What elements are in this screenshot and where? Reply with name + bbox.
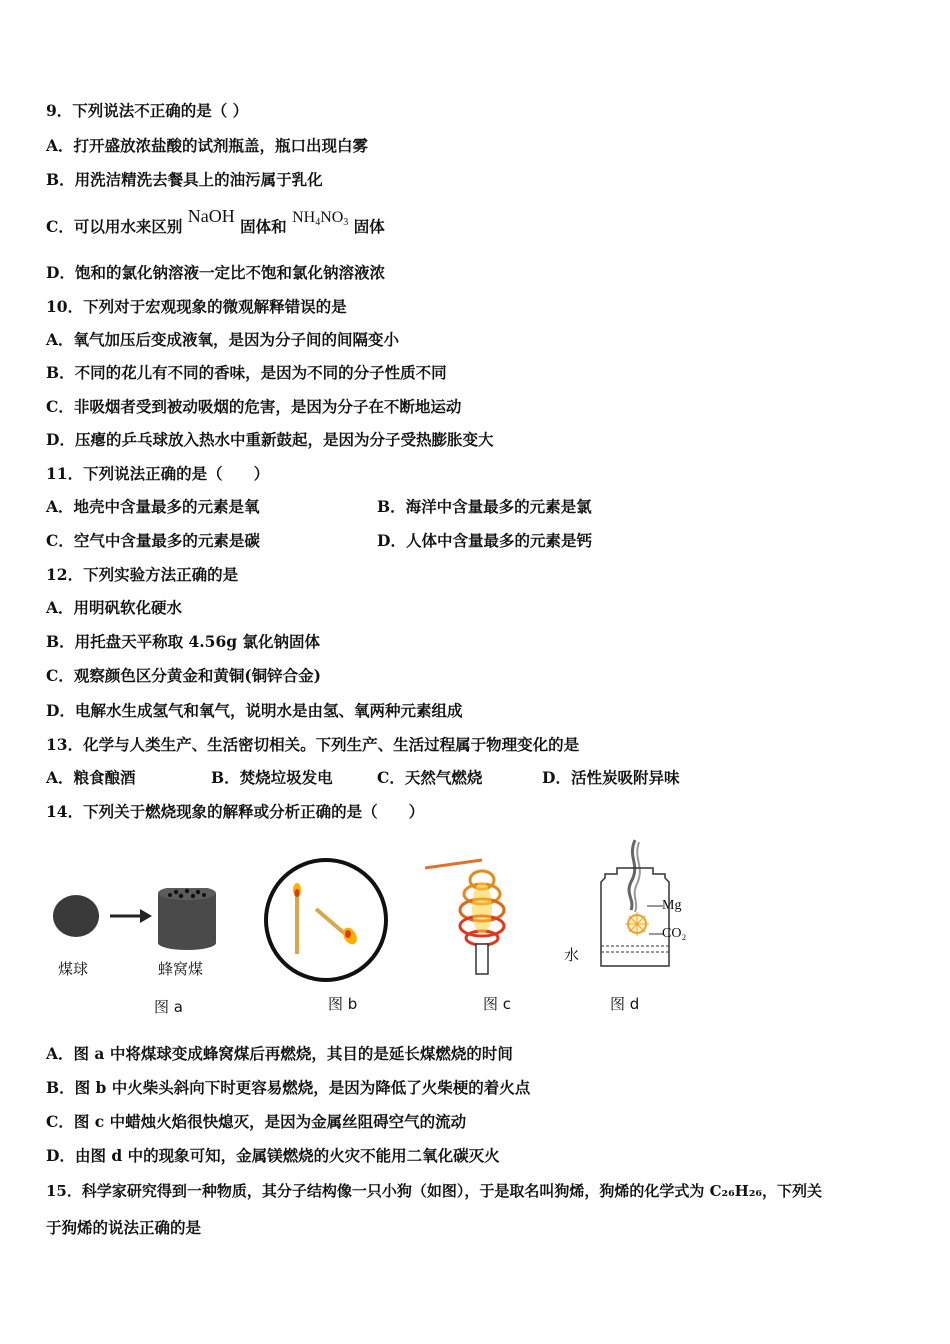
label-coal-ball: 煤球 (58, 960, 89, 978)
q14-option-c: C．图 c 中蜡烛火焰很快熄灭，是因为金属丝阻碍空气的流动 (46, 1112, 467, 1131)
arrow-head-icon (140, 909, 152, 923)
q14-option-a: A．图 a 中将煤球变成蜂窝煤后再燃烧，其目的是延长煤燃烧的时间 (46, 1044, 513, 1063)
q10-stem: 10．下列对于宏观现象的微观解释错误的是 (46, 297, 347, 316)
figure-a-image (48, 888, 228, 958)
q10-option-d: D．压瘪的乒乓球放入热水中重新鼓起，是因为分子受热膨胀变大 (46, 430, 494, 449)
caption-figure-b: 图 b (328, 995, 358, 1013)
q13-option-a: A．粮食酿酒 (46, 768, 136, 787)
flame-icon (472, 882, 492, 934)
q12-option-d: D．电解水生成氢气和氧气，说明水是由氢、氧两种元素组成 (46, 701, 463, 720)
caption-figure-a: 图 a (154, 998, 183, 1016)
q13-stem: 13．化学与人类生产、生活密切相关。下列生产、生活过程属于物理变化的是 (46, 735, 580, 754)
q14-stem: 14．下列关于燃烧现象的解释或分析正确的是（ ） (46, 802, 425, 821)
tongs-icon (629, 840, 635, 910)
label-mg: Mg (662, 898, 682, 913)
honeycomb-body (158, 893, 216, 943)
q14-figures (40, 838, 740, 1028)
coal-ball-shape (53, 895, 99, 937)
q9-option-c-suffix: 固体 (353, 217, 385, 236)
q15-stem-line2: 于狗烯的说法正确的是 (46, 1218, 202, 1237)
q9-option-c-mid: 固体和 (240, 217, 287, 236)
q14-option-b: B．图 b 中火柴头斜向下时更容易燃烧，是因为降低了火柴梗的着火点 (46, 1078, 531, 1097)
candle-body (476, 944, 488, 974)
q12-option-b: B．用托盘天平称取 4.56g 氯化钠固体 (46, 632, 320, 651)
q9-option-a: A．打开盛放浓盐酸的试剂瓶盖，瓶口出现白雾 (46, 136, 369, 155)
figure-c-image (420, 846, 530, 976)
label-water: 水 (564, 946, 580, 964)
label-honeycomb: 蜂窝煤 (158, 960, 204, 978)
q13-option-b: B．焚烧垃圾发电 (211, 768, 333, 787)
q12-option-a: A．用明矾软化硬水 (46, 598, 183, 617)
q15-stem-line1: 15．科学家研究得到一种物质，其分子结构像一只小狗（如图），于是取名叫狗烯，狗烯的化学式为 C₂₆H₂₆，下列关 (46, 1182, 822, 1200)
q11-stem: 11．下列说法正确的是（ ） (46, 464, 270, 483)
q9-option-d: D．饱和的氯化钠溶液一定比不饱和氯化钠溶液浓 (46, 263, 385, 282)
q9-option-b: B．用洗洁精洗去餐具上的油污属于乳化 (46, 170, 323, 189)
q9-option-c-prefix: C．可以用水来区别 (46, 217, 183, 236)
q9-option-c (46, 206, 385, 244)
figure-b-image (262, 856, 392, 986)
label-co2: CO₂ (662, 926, 687, 941)
q10-option-a: A．氧气加压后变成液氧，是因为分子间的间隔变小 (46, 330, 400, 349)
q11-option-c: C．空气中含量最多的元素是碳 (46, 531, 260, 550)
q10-option-b: B．不同的花儿有不同的香味，是因为不同的分子性质不同 (46, 363, 447, 382)
caption-figure-c: 图 c (483, 995, 512, 1013)
q12-stem: 12．下列实验方法正确的是 (46, 565, 239, 584)
formula-nh4no3: $NH_4NO_3$ (292, 209, 349, 228)
q14-option-d: D．由图 d 中的现象可知，金属镁燃烧的火灾不能用二氧化碳灭火 (46, 1146, 500, 1165)
q11-option-a: A．地壳中含量最多的元素是氧 (46, 497, 260, 516)
q10-option-c: C．非吸烟者受到被动吸烟的危害，是因为分子在不断地运动 (46, 397, 462, 416)
q9-stem: 9．下列说法不正确的是（ ） (46, 101, 249, 120)
wire-handle (425, 860, 482, 868)
q13-option-d: D．活性炭吸附异味 (542, 768, 680, 787)
formula-naoh: NaOH (187, 206, 235, 226)
q12-option-c: C．观察颜色区分黄金和黄铜(铜锌合金) (46, 666, 322, 685)
caption-figure-d: 图 d (610, 995, 640, 1013)
q13-option-c: C．天然气燃烧 (377, 768, 483, 787)
q11-option-b: B．海洋中含量最多的元素是氯 (377, 497, 592, 516)
q11-option-d: D．人体中含量最多的元素是钙 (377, 531, 592, 550)
